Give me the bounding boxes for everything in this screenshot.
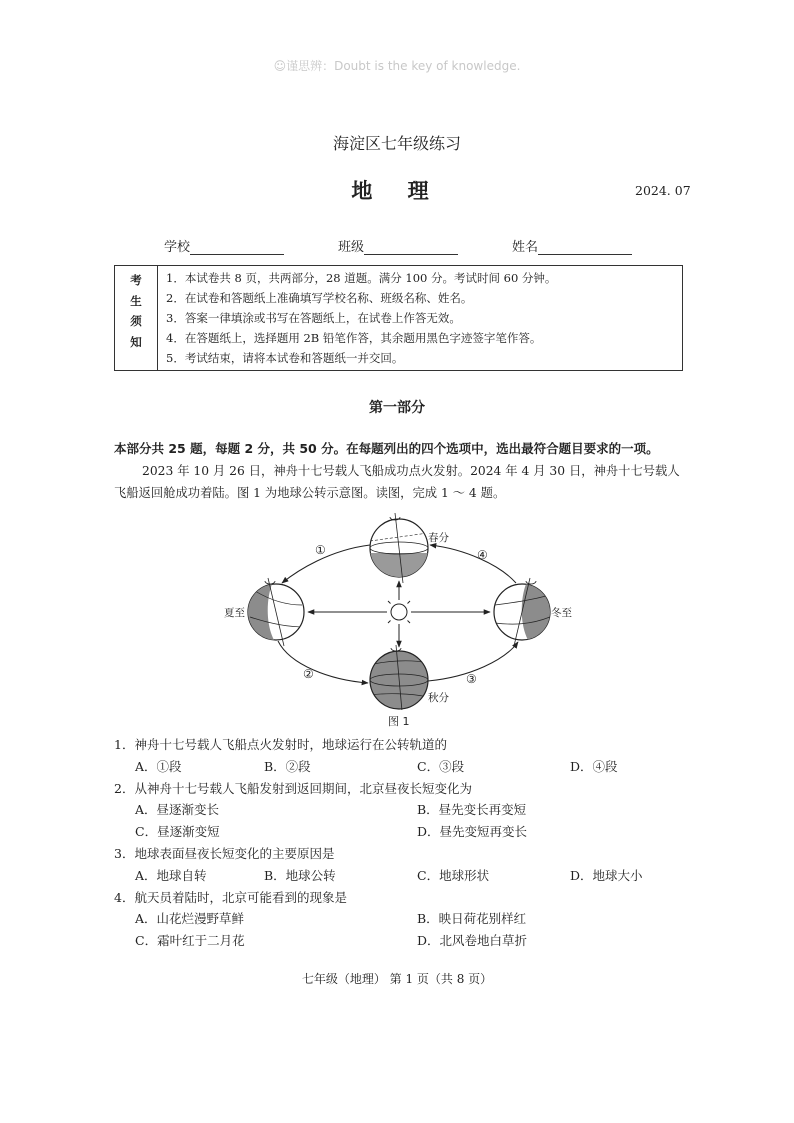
earth-spring-equinox-icon bbox=[370, 513, 428, 583]
class-field[interactable] bbox=[338, 236, 458, 255]
exam-subject: 地 理 bbox=[351, 178, 443, 203]
label-segment-4: ④ bbox=[477, 548, 488, 562]
class-label: 班级 bbox=[338, 240, 365, 255]
option-b[interactable]: B．地球公转 bbox=[264, 868, 336, 883]
label-segment-2: ② bbox=[303, 667, 314, 681]
orbit-arc-4 bbox=[430, 545, 516, 583]
name-label: 姓名 bbox=[512, 240, 539, 255]
notice-item: 5．考试结束，请将本试卷和答题纸一并交回。 bbox=[166, 351, 404, 365]
exam-date: 2024. 07 bbox=[635, 183, 691, 198]
figure-caption: 图 1 bbox=[388, 715, 410, 728]
orbit-diagram bbox=[220, 505, 580, 710]
notice-label-char: 知 bbox=[130, 334, 142, 349]
school-field[interactable] bbox=[164, 236, 284, 255]
notice-box bbox=[114, 265, 683, 371]
school-label: 学校 bbox=[164, 240, 191, 255]
notice-label-char: 生 bbox=[130, 293, 142, 308]
option-c[interactable]: C．③段 bbox=[417, 759, 465, 774]
orbit-arc-2 bbox=[278, 641, 368, 683]
part-heading: 第一部分 bbox=[369, 400, 425, 416]
passage: 2023 年 10 月 26 日，神舟十七号载人飞船成功点火发射。2024 年 4 月 30 日，神舟十七号载人飞船返回舱成功着陆。图 1 为地球公转示意图。读图，完成 1 ～ 4 题。 bbox=[114, 464, 680, 500]
option-d[interactable]: D．昼先变短再变长 bbox=[417, 824, 528, 839]
option-a[interactable]: A．①段 bbox=[135, 759, 182, 774]
option-a[interactable]: A．山花烂漫野草鲜 bbox=[135, 911, 245, 926]
label-winter-solstice: 冬至 bbox=[551, 607, 572, 619]
notice-item: 1．本试卷共 8 页，共两部分，28 道题。满分 100 分。考试时间 60 分钟。 bbox=[166, 271, 557, 285]
question-stem: 2．从神舟十七号载人飞船发射到返回期间，北京昼夜长短变化为 bbox=[114, 781, 472, 796]
question-stem: 4．航天员着陆时，北京可能看到的现象是 bbox=[114, 890, 347, 905]
option-c[interactable]: C．昼逐渐变短 bbox=[135, 824, 220, 839]
option-d[interactable]: D．地球大小 bbox=[570, 868, 643, 883]
notice-item: 3．答案一律填涂或书写在答题纸上，在试卷上作答无效。 bbox=[166, 311, 461, 325]
option-a[interactable]: A．昼逐渐变长 bbox=[135, 802, 220, 817]
notice-label-char: 考 bbox=[130, 273, 142, 287]
option-a[interactable]: A．地球自转 bbox=[135, 868, 207, 883]
option-c[interactable]: C．地球形状 bbox=[417, 868, 490, 883]
notice-label-char: 须 bbox=[130, 314, 142, 328]
notice-item: 2．在试卷和答题纸上准确填写学校名称、班级名称、姓名。 bbox=[166, 291, 473, 305]
option-b[interactable]: B．映日荷花别样红 bbox=[417, 911, 527, 926]
label-segment-3: ③ bbox=[466, 672, 477, 686]
school-blank[interactable] bbox=[190, 240, 284, 255]
sun-icon bbox=[383, 596, 415, 628]
label-autumn-equinox: 秋分 bbox=[428, 692, 449, 704]
option-d[interactable]: D．北风卷地白草折 bbox=[417, 933, 528, 948]
option-d[interactable]: D．④段 bbox=[570, 759, 618, 774]
page-footer: 七年级（地理） 第 1 页（共 8 页） bbox=[301, 972, 493, 986]
earth-winter-solstice-icon bbox=[494, 578, 550, 646]
watermark: ☺谨思辨：Doubt is the key of knowledge. bbox=[273, 59, 521, 73]
orbit-arc-1 bbox=[282, 545, 370, 583]
notice-list bbox=[158, 266, 683, 371]
earth-summer-solstice-icon bbox=[248, 578, 304, 646]
earth-autumn-equinox-icon bbox=[370, 645, 428, 710]
part-instruction: 本部分共 25 题，每题 2 分，共 50 分。在每题列出的四个选项中，选出最符合题目要求的一项。 bbox=[114, 441, 659, 456]
label-spring-equinox: 春分 bbox=[428, 532, 449, 544]
class-blank[interactable] bbox=[364, 240, 458, 255]
option-b[interactable]: B．昼先变长再变短 bbox=[417, 802, 527, 817]
question-stem: 3．地球表面昼夜长短变化的主要原因是 bbox=[114, 846, 335, 861]
question-stem: 1．神舟十七号载人飞船点火发射时，地球运行在公转轨道的 bbox=[114, 737, 447, 752]
option-b[interactable]: B．②段 bbox=[264, 759, 311, 774]
notice-item: 4．在答题纸上，选择题用 2B 铅笔作答，其余题用黑色字迹签字笔作答。 bbox=[166, 331, 542, 345]
option-c[interactable]: C．霜叶红于二月花 bbox=[135, 933, 245, 948]
label-summer-solstice: 夏至 bbox=[224, 607, 245, 619]
exam-title: 海淀区七年级练习 bbox=[332, 134, 461, 153]
name-field[interactable] bbox=[512, 236, 632, 255]
name-blank[interactable] bbox=[538, 240, 632, 255]
notice-label bbox=[115, 266, 158, 371]
label-segment-1: ① bbox=[315, 543, 326, 557]
